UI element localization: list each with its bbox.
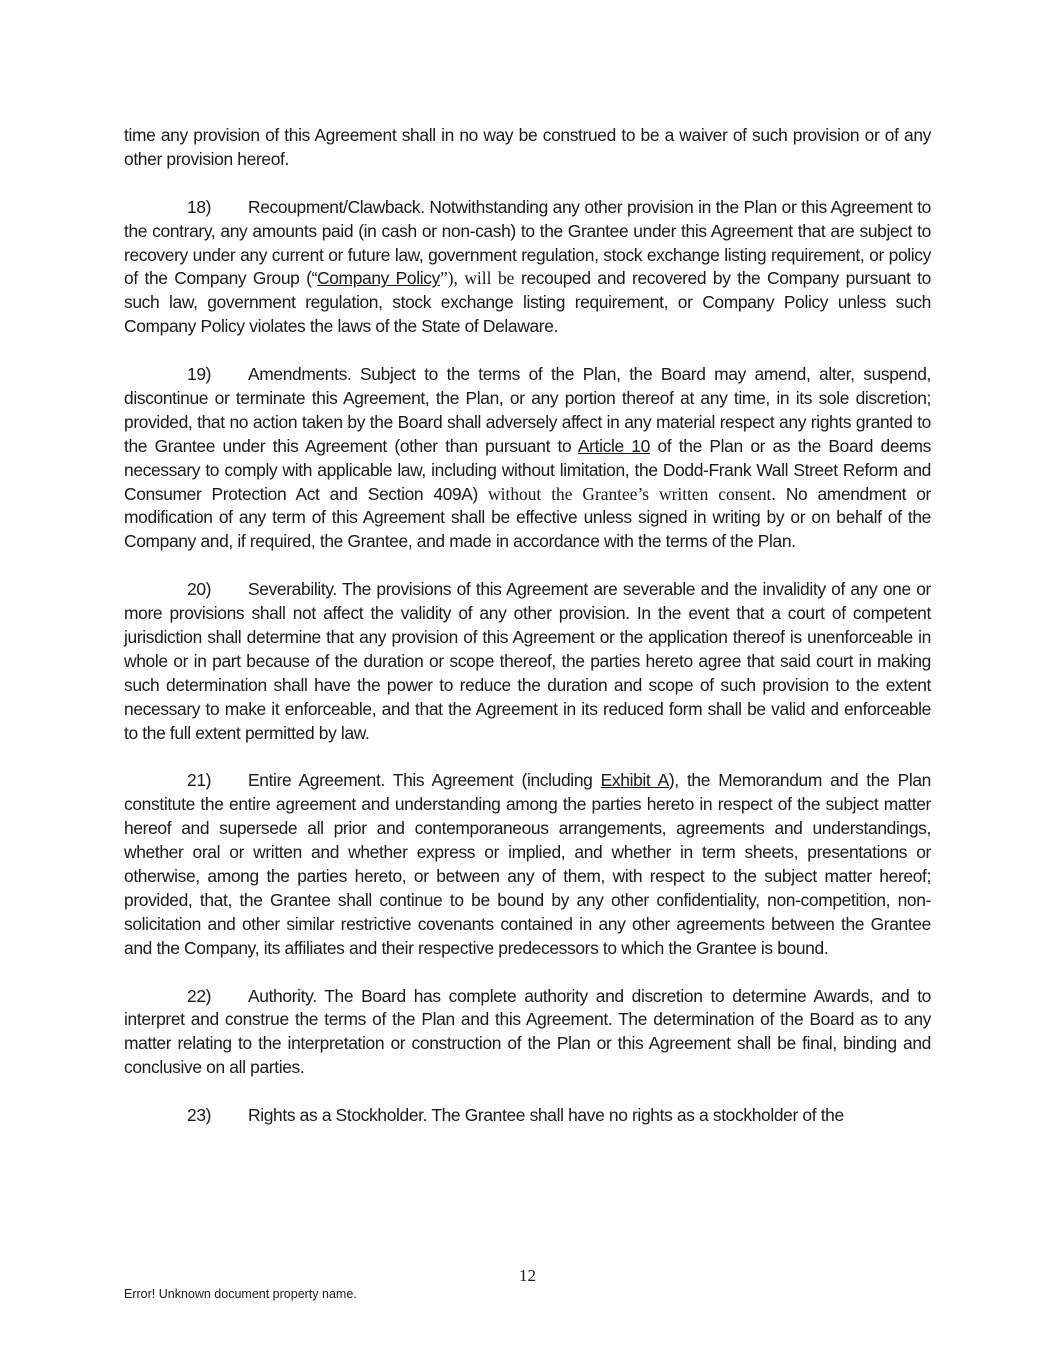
- section-number: 21): [187, 770, 212, 791]
- section-number: 19): [187, 364, 212, 385]
- footer-note: Error! Unknown document property name.: [124, 1287, 357, 1301]
- section-22: 22) Authority. The Board has complete authority and discretion to determine Awards, and to interpret and construe the terms of the Plan and this Agreement. The determination of the Board as to any matter relating to the interpretation or construction of the Plan or this Agreement shall be final, binding and conclusive on all parties.: [124, 985, 932, 1078]
- section-heading: Severability: [248, 579, 333, 600]
- section-heading: Entire Agreement: [248, 770, 381, 791]
- document-body: [124, 124, 931, 1152]
- exhibit-reference: Exhibit A: [600, 770, 669, 791]
- section-20: 20) Severability. The provisions of this Agreement are severable and the invalidity of any one or more provisions shall not affect the validity of any other provision. In the event that a court of competent jurisdiction shall determine that any provision of this Agreement or the application thereof is unenforceable in whole or in part because of the duration or scope thereof, the parties hereto agree that said court in making such determination shall have the power to reduce the duration and scope of such provision to the extent necessary to make it enforceable, and that the Agreement in its reduced form shall be valid and enforceable to the full extent permitted by law.: [124, 579, 931, 743]
- page-number: 12: [519, 1266, 536, 1285]
- continuation-paragraph: time any provision of this Agreement shall in no way be construed to be a waiver of such provision or of any other provision hereof.: [124, 125, 931, 169]
- section-heading: Rights as a Stockholder: [248, 1105, 423, 1126]
- section-21: 21) Entire Agreement. This Agreement (including Exhibit A), the Memorandum and the Plan constitute the entire agreement and understanding among the parties hereto in respect of the subject matter hereof and supersede all prior and contemporaneous arrangements, agreements and understandings, whether oral or written and whether express or implied, and whether in term sheets, presentations or otherwise, among the parties hereto, or between any of them, with respect to the subject matter hereof; provided, that, the Grantee shall continue to be bound by any other confidentiality, non-competition, non-solicitation and other similar restrictive covenants contained in any other agreements between the Grantee and the Company, its affiliates and their respective predecessors to which the Grantee is bound.: [124, 770, 931, 958]
- defined-term: Company Policy: [317, 268, 440, 289]
- section-19: 19) Amendments. Subject to the terms of the Plan, the Board may amend, alter, suspend, discontinue or terminate this Agreement, the Plan, or any portion thereof at any time, in its sole discretion; provided, that no action taken by the Board shall adversely affect in any material respect any rights granted to the Grantee under this Agreement (other than pursuant to Article 10 of the Plan or as the Board deems necessary to comply with applicable law, including without limitation, the Dodd-Frank Wall Street Reform and Consumer Protection Act and Section 409A) without the Grantee’s written consent. No amendment or modification of any term of this Agreement shall be effective unless signed in writing by or on behalf of the Company and, if required, the Grantee, and made in accordance with the terms of the Plan.: [124, 364, 932, 552]
- section-heading: Recoupment/Clawback: [248, 196, 421, 217]
- section-heading: Amendments: [248, 364, 347, 385]
- section-heading: Authority: [248, 985, 313, 1006]
- section-number: 22): [187, 985, 212, 1006]
- article-reference: Article 10: [577, 435, 650, 456]
- section-18: 18) Recoupment/Clawback. Notwithstanding any other provision in the Plan or this Agreement to the contrary, any amounts paid (in cash or non-cash) to the Grantee under this Agreement that are subject to recovery under any current or future law, government regulation, stock exchange listing requirement, or policy of the Company Group (“Company Policy”), will be recouped and recovered by the Company pursuant to such law, government regulation, stock exchange listing requirement, or Company Policy unless such Company Policy violates the laws of the State of Delaware.: [124, 196, 932, 337]
- section-number: 18): [187, 196, 212, 217]
- section-23: 23) Rights as a Stockholder. The Grantee shall have no rights as a stockholder of the: [124, 1104, 931, 1128]
- section-number: 23): [187, 1105, 212, 1126]
- section-number: 20): [187, 579, 212, 600]
